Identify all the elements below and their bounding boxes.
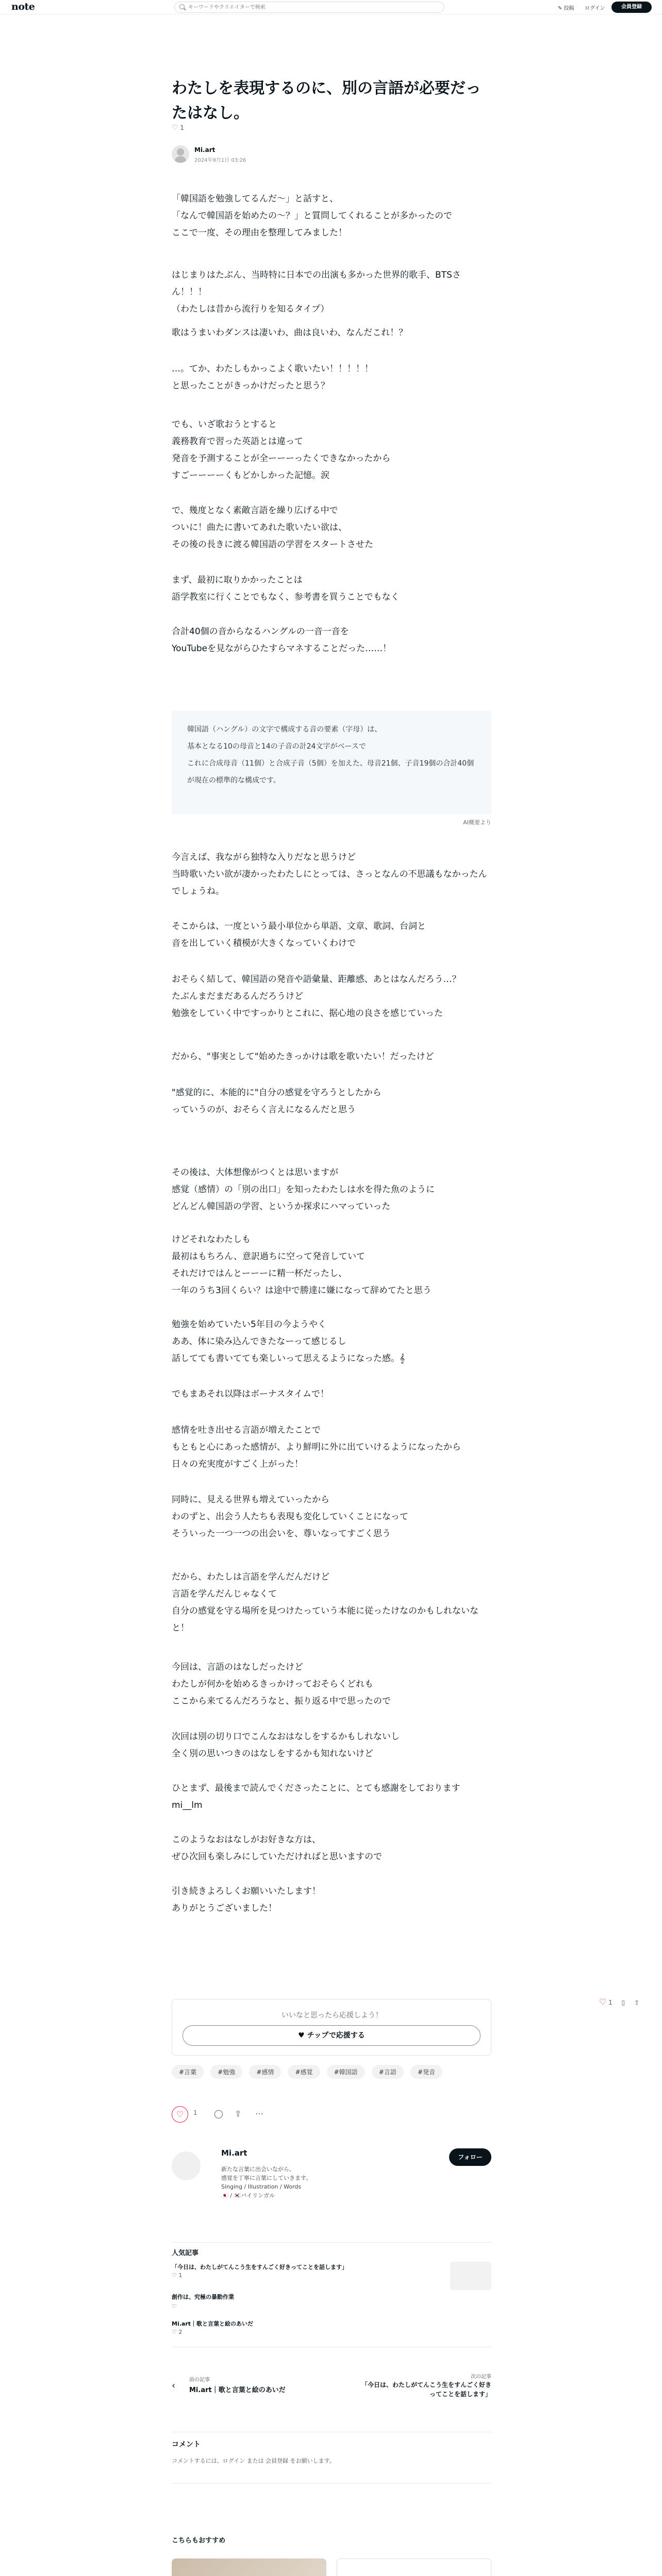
paragraph: 歌はうまいわダンスは凄いわ、曲は良いわ、なんだこれ！？: [172, 328, 408, 338]
popular-item[interactable]: Mi.art｜歌と言葉と絵のあいだ: [172, 2320, 254, 2327]
popular-likes: ♡ 1: [172, 2272, 183, 2279]
article-title: わたしを表現するのに、別の言語が必要だったはなし。: [172, 79, 481, 122]
prev-label: 前の記事: [189, 2377, 210, 2383]
support-text: いいなと思ったら応援しよう！: [282, 2011, 383, 2020]
card-image: [337, 2558, 491, 2576]
quote-text: 韓国語（ハングル）の文字で構成する音の要素（字母）は、 基本となる10の母音と14の子音の計24文字がベースで これに合成母音（11個）と合成子音（5個）を加えた、母音21個、子音19個の合計40個が現在の標準的な構成です。: [187, 725, 474, 785]
more-icon[interactable]: ⋯: [255, 2109, 263, 2119]
login-link[interactable]: ログイン: [585, 6, 605, 11]
profile-avatar[interactable]: [172, 2151, 201, 2180]
paragraph: だから、"事実として"始めたきっかけは歌を歌いたい！だったけど: [172, 1052, 434, 1062]
chevron-left-icon: ‹: [172, 2380, 176, 2391]
search-icon: [179, 4, 185, 9]
next-label: 次の記事: [471, 2374, 491, 2380]
paragraph: で、幾度となく素敵言語を繰り広げる中で ついに！曲たに書いてあれた歌いたい欲は、 その後の長きに渡る韓国語の学習をスタートさせた: [172, 505, 373, 550]
paragraph: 勉強を始めていたい5年目の今ようやく ああ、体に染み込んできたなーって感じるし 話してても書いてても楽しいって思えるようになった感。𝄞: [172, 1319, 405, 1364]
heart-icon: ♡: [172, 124, 178, 132]
paragraph: 今回は、言語のはなしだったけど わたしが何かを始めるきっかけっておそらくどれも ここから来てるんだろうなと、振り返る中で思ったので: [172, 1662, 391, 1706]
paragraph: 次回は別の切り口でこんなおはなしをするかもしれないし 全く別の思いつきのはなしをするかも知れないけど: [172, 1732, 400, 1759]
tip-button[interactable]: ♥ チップで応援する: [183, 2025, 481, 2046]
tag[interactable]: #発音: [410, 2065, 442, 2079]
paragraph: でもまあそれ以降はボーナスタイムで！: [172, 1389, 329, 1399]
like-count: 1: [193, 2109, 197, 2116]
popular-heading: 人気記事: [172, 2249, 199, 2257]
card-image: [172, 2558, 326, 2576]
popular-thumbnail[interactable]: [450, 2262, 491, 2290]
article-nav: [172, 2372, 491, 2403]
action-bar: [172, 2106, 491, 2123]
publish-date: 2024年9月1日 03:26: [194, 158, 246, 163]
tag[interactable]: #言語: [372, 2065, 404, 2079]
tag[interactable]: #勉強: [210, 2065, 242, 2079]
popular-item[interactable]: 創作は、究極の暴動作業: [172, 2294, 234, 2300]
paragraph: 同時に、見える世界も増えていったから わのずと、出会う人たちも表現も変化していくことになって そういった一つ一つの出会いを、尊いなってすごく思う: [172, 1495, 408, 1539]
quote-block: [172, 711, 491, 814]
tag[interactable]: #感覚: [288, 2065, 320, 2079]
author-name[interactable]: Mi.art: [194, 146, 216, 154]
avatar[interactable]: [172, 145, 189, 163]
profile-name[interactable]: Mi.art: [221, 2148, 247, 2158]
paragraph: 今言えば、我ながら独特な入りだなと思うけど 当時歌いたい欲が凄かったわたしにとっては、さっとなんの不思議もなかったんでしょうね。: [172, 852, 487, 896]
next-title: 「今日は、わたしがてんこう生をすんごく好きってことを話します」: [361, 2381, 491, 2398]
top-bar: [0, 0, 662, 14]
paragraph: だから、わたしは言語を学んだんだけど 言語を学んだんじゃなくて 自分の感覚を守る場所を見つけたっていう本能に従ったけなのかもしれないなと！: [172, 1572, 478, 1633]
recommend-heading: こちらもおすすめ: [172, 2537, 226, 2545]
heart-icon: ♡: [599, 1997, 607, 2007]
paragraph: 「韓国語を勉強してるんだ〜」と話すと、 「なんで韓国語を始めたの〜？」と質問してくれることが多かったので ここで一度、その理由を整理してみました！: [172, 194, 452, 238]
profile-bio: 新たな言葉に出会いながら、 感覚を丁寧に言葉にしていきます。 Singing / Illustration / Words 🇯🇵 / 🇰🇷バイリンガル: [221, 2166, 312, 2199]
tag-list: [172, 2065, 491, 2079]
divider: [172, 2483, 491, 2484]
popular-likes: ♡: [172, 2303, 177, 2310]
paragraph: はじまりはたぶん、当時特に日本での出演も多かった世界的歌手、BTSさん！！！ （わたしは昔から流行りを知るタイプ）: [172, 270, 461, 314]
share-icon[interactable]: ⇪: [634, 1999, 640, 2006]
paragraph: でも、いざ歌おうとすると 義務教育で習った英語とは違って 発音を予測することが全ーーーったくできなかったから すごーーーーくもどかしかった記憶。涙: [172, 419, 391, 481]
comment-icon[interactable]: ◯: [214, 2109, 223, 2119]
follow-button[interactable]: フォロー: [449, 2148, 491, 2166]
comments-login-text[interactable]: コメントするには、ログイン または 会員登録 をお願いします。: [172, 2458, 335, 2464]
quote-source: AI概要より: [463, 819, 491, 826]
search-input[interactable]: [188, 3, 436, 11]
note-logo[interactable]: note: [11, 1, 35, 12]
like-button[interactable]: ♡: [172, 2106, 188, 2123]
popular-likes: ♡ 2: [172, 2329, 183, 2335]
profile-card: [172, 2148, 491, 2199]
like-counter-top[interactable]: ♡ 1: [172, 124, 185, 132]
tag[interactable]: #言葉: [172, 2065, 204, 2079]
tag[interactable]: #韓国語: [327, 2065, 365, 2079]
floating-like-count: 1: [608, 1999, 613, 2006]
floating-like[interactable]: [599, 1997, 661, 2011]
tag[interactable]: #感情: [249, 2065, 281, 2079]
paragraph: まず、最初に取りかかったことは 語学教室に行くことでもなく、参考書を買うことでもなく: [172, 575, 400, 602]
paragraph: このようなおはなしがお好きな方は、 ぜひ次回も楽しみにしていただければと思いますので: [172, 1835, 382, 1862]
paragraph: けどそれなわたしも 最初はもちろん、意訳過ちに空って発音していて それだけではんとーーーに精一杯だったし、 一年のうち3回くらい？は途中で勝達に嫌になって辞めてたと思う: [172, 1234, 432, 1296]
paragraph: そこからは、一度という最小単位から単語、文章、歌詞、台詞と 音を出していく積模が大きくなっていくわけで: [172, 921, 426, 948]
paragraph: 合計40個の音からなるハングルの一音一音を YouTubeを見ながらひたすらマネすることだった……！: [172, 626, 392, 654]
signup-button[interactable]: 会員登録: [611, 2, 652, 13]
divider: [172, 2242, 491, 2243]
share-icon[interactable]: ⇪: [235, 2109, 242, 2119]
prev-article-link[interactable]: [172, 2372, 326, 2403]
paragraph: 感情を吐き出せる言語が増えたことで もともと心にあった感情が、より鮮明に外に出ていけるようになったから 日々の充実度がすごく上がった！: [172, 1425, 461, 1469]
comments-heading: コメント: [172, 2441, 201, 2449]
search-box[interactable]: [174, 2, 444, 13]
next-article-link[interactable]: [337, 2372, 491, 2403]
post-link[interactable]: ✎ 投稿: [558, 6, 574, 11]
paragraph: 引き続きよろしくお願いいたします！ ありがとうございました！: [172, 1886, 321, 1913]
bookmark-icon[interactable]: ▯: [621, 1999, 625, 2006]
paragraph: "感覚的に、本能的に"自分の感覚を守ろうとしたから っていうのが、おそらく言えになるんだと思う: [172, 1088, 382, 1115]
paragraph: ひとまず、最後まで読んでくださったことに、とても感謝をしております mi__lm: [172, 1783, 460, 1810]
paragraph: …。てか、わたしもかっこよく歌いたい！！！！！ と思ったことがきっかけだったと思う？: [172, 364, 373, 391]
paragraph: その後は、大体想像がつくとは思いますが 感覚（感情）の「別の出口」を知ったわたしは水を得た魚のように どんどん韓国語の学習、というか探求にハマっていった: [172, 1167, 435, 1212]
support-box: [172, 1999, 491, 2056]
prev-title: Mi.art｜歌と言葉と絵のあいだ: [189, 2386, 286, 2394]
popular-item[interactable]: 「今日は、わたしがてんこう生をすんごく好きってことを話します」: [172, 2264, 347, 2270]
paragraph: おそらく結して、韓国語の発音や語彙量、距離感、あとはなんだろう…？ たぶんまだまだあるんだろうけど 勉強をしていく中ですっかりとこれに、据心地の良さを感じていった: [172, 974, 461, 1019]
